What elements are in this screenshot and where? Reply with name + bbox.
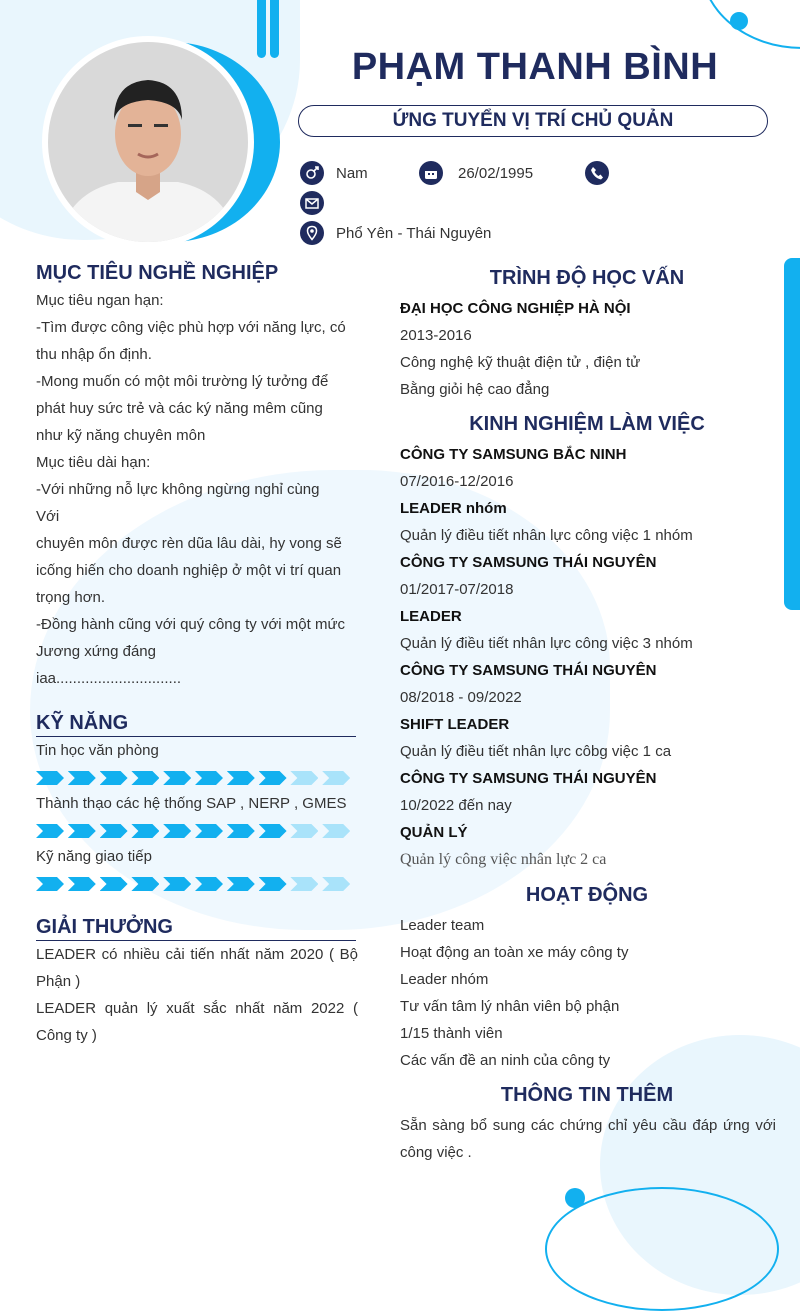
awards-title: GIẢI THƯỞNG — [36, 916, 173, 938]
objective-line: Jương xứng đáng — [36, 643, 156, 660]
gender-icon — [300, 161, 324, 185]
top-bar-1 — [257, 0, 266, 58]
job-period: 10/2022 đến nay — [400, 797, 512, 814]
objective-line: -Với những nỗ lực không ngừng nghỉ cùng — [36, 481, 320, 498]
birthday-value: 26/02/1995 — [458, 165, 534, 182]
activity-item: 1/15 thành viên — [400, 1025, 503, 1042]
activity-item: Hoạt động an toàn xe máy công ty — [400, 944, 629, 961]
activity-item: Các vấn đề an ninh của công ty — [400, 1052, 611, 1069]
job-description: Quản lý điều tiết nhân lực công việc 3 nhóm — [400, 635, 693, 652]
job-role: LEADER nhóm — [400, 500, 507, 517]
extra-title: THÔNG TIN THÊM — [500, 1084, 674, 1106]
education-title: TRÌNH ĐỘ HỌC VẤN — [489, 267, 685, 289]
job-role: SHIFT LEADER — [400, 716, 510, 733]
objective-line: -Tìm được công việc phù hợp với năng lực, có — [36, 319, 346, 336]
objective-line: Mục tiêu ngan hạn: — [36, 292, 164, 309]
extra-text: Sẵn sàng bổ sung các chứng chỉ yêu cầu đáp ứng với công việc . — [400, 1117, 776, 1161]
job-period: 08/2018 - 09/2022 — [400, 689, 522, 706]
objective-title: MỤC TIÊU NGHỀ NGHIỆP — [36, 262, 279, 284]
job-description: Quản lý công việc nhân lực 2 ca — [400, 851, 607, 868]
objective-line: như kỹ năng chuyên môn — [36, 427, 206, 444]
objective-line: chuyên môn được rèn dũa lâu dài, hy vong sẽ — [36, 535, 342, 552]
objective-line: phát huy sức trẻ và các ký năng mêm cũng — [36, 400, 323, 417]
experience-title: KINH NGHIỆM LÀM VIỆC — [469, 413, 705, 435]
phone-icon — [585, 161, 609, 185]
job-period: 01/2017-07/2018 — [400, 581, 514, 598]
objective-line: -Đồng hành cũng với quý công ty với một mức — [36, 616, 346, 633]
objective-line: Mục tiêu dài hạn: — [36, 454, 151, 471]
top-right-dot — [730, 12, 748, 30]
activity-item: Leader team — [400, 917, 485, 934]
right-edge-bar — [784, 258, 800, 610]
bottom-dot — [565, 1188, 585, 1208]
activities-title: HOẠT ĐỘNG — [525, 884, 649, 906]
education-major: Công nghệ kỹ thuật điện tử , điện tử — [400, 354, 641, 371]
address-value: Phổ Yên - Thái Nguyên — [336, 225, 492, 242]
skill-name: Kỹ năng giao tiếp — [36, 848, 152, 865]
objective-line: icống hiến cho doanh nghiệp ở một vi trí quan — [36, 562, 342, 579]
award-item-2: LEADER quản lý xuất sắc nhất năm 2022 ( Công ty ) — [36, 1000, 358, 1044]
skill-level-chevron-icon — [68, 877, 96, 891]
skill-level-chevron-icon — [100, 877, 128, 891]
location-icon — [300, 221, 324, 245]
skill-name: Tin học văn phòng — [36, 742, 159, 759]
activity-item: Tư vấn tâm lý nhân viên bộ phận — [400, 998, 620, 1015]
job-description: Quản lý điều tiết nhân lực công việc 1 nhóm — [400, 527, 693, 544]
job-period: 07/2016-12/2016 — [400, 473, 514, 490]
education-school: ĐẠI HỌC CÔNG NGHIỆP HÀ NỘI — [400, 300, 631, 317]
top-right-arc — [700, 0, 800, 49]
avatar — [42, 36, 254, 248]
skills-underline — [36, 736, 356, 737]
skills-title: KỸ NĂNG — [36, 712, 129, 734]
activity-item: Leader nhóm — [400, 971, 489, 988]
education-degree: Bằng giỏi hệ cao đẳng — [400, 381, 550, 398]
job-role: QUẢN LÝ — [400, 824, 468, 841]
calendar-icon — [419, 161, 443, 185]
email-icon — [300, 191, 324, 215]
job-role: LEADER — [400, 608, 462, 625]
objective-line: Với — [36, 508, 60, 525]
job-company: CÔNG TY SAMSUNG BẮC NINH — [400, 446, 627, 463]
applied-position: ỨNG TUYỂN VỊ TRÍ CHỦ QUẢN — [298, 105, 768, 137]
avatar-photo — [48, 42, 248, 242]
job-company: CÔNG TY SAMSUNG THÁI NGUYÊN — [400, 770, 657, 787]
job-company: CÔNG TY SAMSUNG THÁI NGUYÊN — [400, 662, 657, 679]
skill-level-chevron-icon — [36, 824, 64, 838]
objective-line: iaa.............................. — [36, 670, 182, 687]
job-company: CÔNG TY SAMSUNG THÁI NGUYÊN — [400, 554, 657, 571]
objective-line: -Mong muốn có một môi trường lý tưởng để — [36, 373, 329, 390]
candidate-name: PHẠM THANH BÌNH — [351, 46, 719, 88]
education-years: 2013-2016 — [400, 327, 472, 344]
skill-name: Thành thạo các hệ thống SAP , NERP , GMES — [36, 795, 347, 812]
objective-line: trọng hơn. — [36, 589, 106, 606]
skill-level-chevron-icon — [36, 877, 64, 891]
top-bar-2 — [270, 0, 279, 58]
objective-line: thu nhập ổn định. — [36, 346, 152, 363]
job-description: Quản lý điều tiết nhân lực côbg việc 1 ca — [400, 743, 672, 760]
gender-value: Nam — [336, 165, 368, 182]
award-item-1: LEADER có nhiều cải tiến nhất năm 2020 ( Bộ Phận ) — [36, 946, 358, 990]
